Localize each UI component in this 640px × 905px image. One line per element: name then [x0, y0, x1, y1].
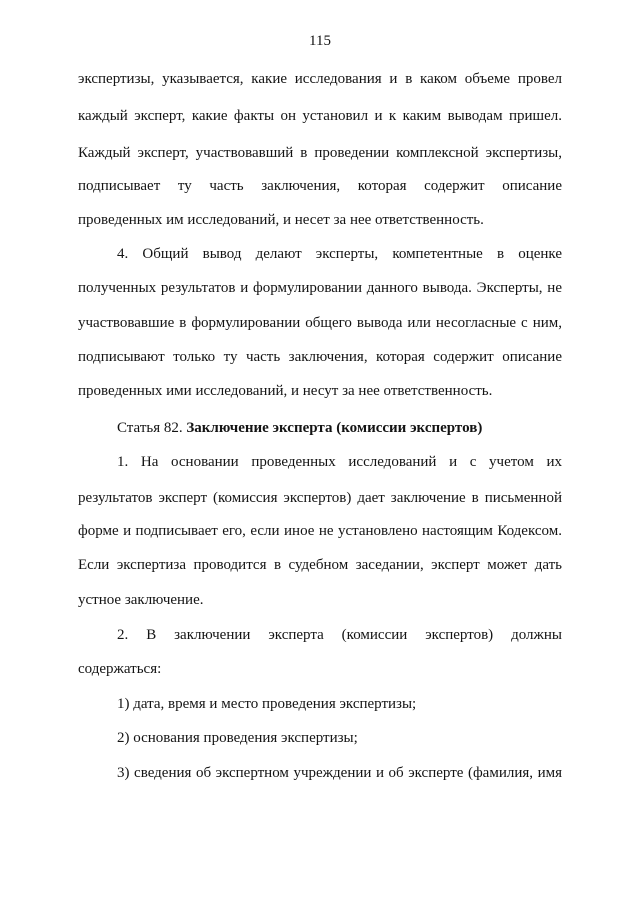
text-line: устное заключение. [78, 592, 204, 608]
list-item: 3) сведения об экспертном учреждении и об эксперте (фамилия, имя [117, 765, 562, 781]
text-line: каждый эксперт, какие факты он установил и к каким выводам пришел. [78, 108, 562, 124]
paragraph-first-line: 4. Общий вывод делают эксперты, компетентные в оценке [117, 246, 562, 262]
text-line: участвовавшие в формулировании общего вывода или несогласные с ним, [78, 315, 562, 331]
text-line: проведенных ими исследований, и несут за нее ответственность. [78, 383, 493, 399]
text-line: подписывают только ту часть заключения, которая содержит описание [78, 349, 562, 365]
text-line: результатов эксперт (комиссия экспертов) дает заключение в письменной [78, 490, 562, 506]
text-line: Каждый эксперт, участвовавший в проведении комплексной экспертизы, [78, 145, 562, 161]
article-number: Статья 82. [117, 420, 183, 436]
article-heading [117, 418, 482, 438]
paragraph-first-line: 1. На основании проведенных исследований и с учетом их [117, 454, 562, 470]
text-line: форме и подписывает его, если иное не установлено настоящим Кодексом. [78, 523, 562, 539]
text-line: экспертизы, указывается, какие исследования и в каком объеме провел [78, 71, 562, 87]
text-line: полученных результатов и формулировании данного вывода. Эксперты, не [78, 280, 562, 296]
text-line: содержаться: [78, 661, 162, 677]
text-line: проведенных им исследований, и несет за нее ответственность. [78, 212, 484, 228]
list-item: 2) основания проведения экспертизы; [117, 730, 358, 746]
text-line: подписывает ту часть заключения, которая содержит описание [78, 178, 562, 194]
list-item: 1) дата, время и место проведения экспертизы; [117, 696, 417, 712]
text-line: Если экспертиза проводится в судебном заседании, эксперт может дать [78, 557, 562, 573]
page-number: 115 [309, 33, 331, 49]
article-title: Заключение эксперта (комиссии экспертов) [186, 420, 483, 436]
paragraph-first-line: 2. В заключении эксперта (комиссии экспертов) должны [117, 627, 562, 643]
